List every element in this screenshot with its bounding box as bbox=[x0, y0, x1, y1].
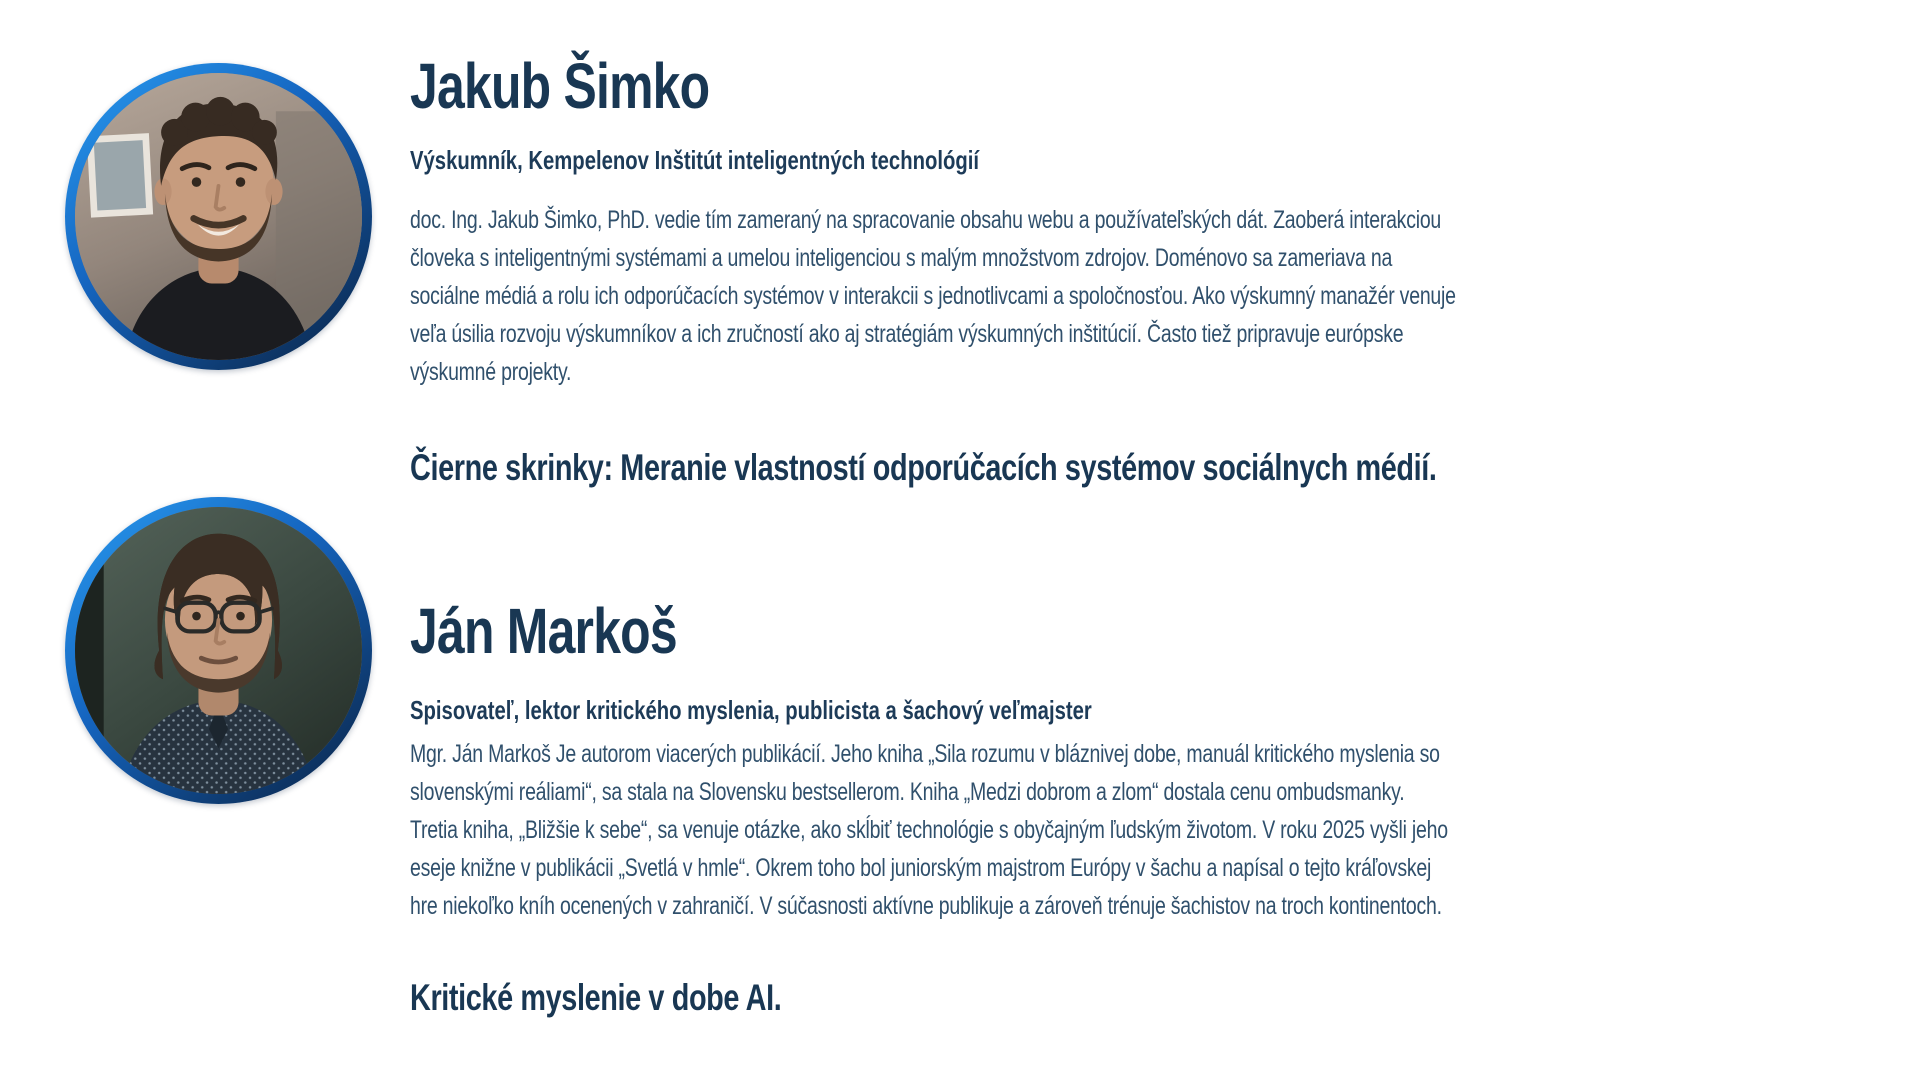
portrait-illustration-jan bbox=[75, 507, 362, 794]
bio-line: človeka s inteligentnými systémami a umelou inteligenciou s malým množstvom zdrojov. Doménovo sa zameriava na bbox=[410, 244, 1393, 272]
talk-title: Čierne skrinky: Meranie vlastností odporúčacích systémov sociálnych médií. bbox=[410, 447, 1437, 488]
speaker-name: Jakub Šimko bbox=[410, 50, 710, 122]
bio-line: doc. Ing. Jakub Šimko, PhD. vedie tím zameraný na spracovanie obsahu webu a používateľských dát. Zaoberá interakciou bbox=[410, 206, 1442, 234]
bio-line: Mgr. Ján Markoš Je autorom viacerých publikácií. Jeho kniha „Sila rozumu v bláznivej dobe, manuál kritického myslenia so bbox=[410, 740, 1440, 768]
photo-ring bbox=[65, 497, 372, 804]
bio-line: Tretia kniha, „Bližšie k sebe“, sa venuje otázke, ako skĺbiť technológie s obyčajným ľudským životom. V roku 2025 vyšli jeho bbox=[410, 816, 1448, 844]
speaker-card-jan-markos bbox=[65, 497, 1830, 1021]
photo-ring bbox=[65, 63, 372, 370]
speaker-bio bbox=[410, 201, 1518, 391]
talk-title: Kritické myslenie v dobe AI. bbox=[410, 977, 782, 1018]
speaker-role: Spisovateľ, lektor kritického myslenia, publicista a šachový veľmajster bbox=[410, 695, 1092, 725]
bio-line: veľa úsilia rozvoju výskumníkov a ich zručností ako aj stratégiám výskumných inštitúcií. Často tiež pripravuje európske bbox=[410, 320, 1404, 348]
bio-line: hre niekoľko kníh ocenených v zahraničí. V súčasnosti aktívne publikuje a zároveň trénuje šachistov na troch kontinentoch. bbox=[410, 892, 1442, 920]
speaker-bio bbox=[410, 735, 1518, 925]
bio-line: výskumné projekty. bbox=[410, 358, 572, 386]
profile-photo-jakub-simko bbox=[75, 73, 362, 360]
bio-line: sociálne médiá a rolu ich odporúčacích systémov v interakcii s jednotlivcami a spoločnosťou. Ako výskumný manažér venuje bbox=[410, 282, 1456, 310]
speaker-name: Ján Markoš bbox=[410, 595, 677, 667]
speaker-role: Výskumník, Kempelenov Inštitút inteligentných technológií bbox=[410, 145, 980, 175]
speaker-text-column bbox=[410, 50, 1518, 491]
bio-line: eseje knižne v publikácii „Svetlá v hmle“. Okrem toho bol juniorským majstrom Európy v šachu a napísal o tejto kráľovskej bbox=[410, 854, 1432, 882]
bio-line: slovenskými reáliami“, sa stala na Slovensku bestsellerom. Kniha „Medzi dobrom a zlom“ dostala cenu ombudsmanky. bbox=[410, 778, 1405, 806]
speaker-text-column bbox=[410, 497, 1518, 1021]
profile-photo-jan-markos bbox=[75, 507, 362, 794]
portrait-illustration-jakub bbox=[75, 73, 362, 360]
speaker-card-jakub-simko bbox=[65, 50, 1830, 491]
